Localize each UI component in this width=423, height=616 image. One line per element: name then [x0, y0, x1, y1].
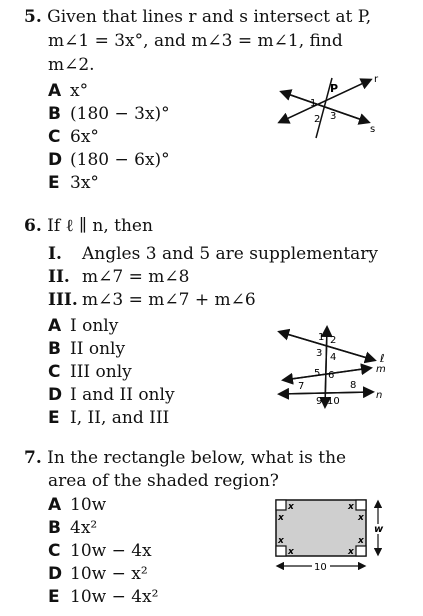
choice-d[interactable]: D I and II only — [48, 385, 175, 405]
label-x: x — [348, 502, 354, 512]
label-x: x — [358, 536, 364, 546]
question-5-line-2: m∠1 = 3x°, and m∠3 = m∠1, find — [48, 31, 343, 51]
angle-10: 10 — [327, 396, 340, 407]
angle-8: 8 — [350, 380, 357, 391]
choice-b[interactable]: B 4x² — [48, 518, 98, 538]
label-x: x — [278, 536, 284, 546]
choice-e[interactable]: E I, II, and III — [48, 408, 170, 428]
choice-text: I only — [70, 316, 119, 336]
choice-c[interactable]: C 10w − 4x — [48, 541, 152, 561]
statement-ii: II. m∠7 = m∠8 — [48, 267, 190, 287]
angle-1: 1 — [318, 332, 325, 343]
question-5-line-1 — [24, 6, 371, 28]
question-stem: Given that lines r and s intersect at P, — [47, 7, 372, 27]
corner-square — [356, 500, 366, 510]
rectangle-figure — [268, 494, 393, 576]
choice-text: 6x° — [70, 127, 99, 147]
choice-c[interactable]: C 6x° — [48, 127, 99, 147]
corner-square — [276, 500, 286, 510]
corner-square — [356, 546, 366, 556]
choice-d[interactable]: D (180 − 6x)° — [48, 150, 170, 170]
label-x: x — [288, 547, 294, 557]
label-r: r — [374, 74, 379, 85]
question-number: 5. — [24, 7, 42, 27]
choice-b[interactable]: B II only — [48, 339, 126, 359]
choice-text: II only — [70, 339, 126, 359]
statement-iii: III. m∠3 = m∠7 + m∠6 — [48, 290, 256, 310]
label-x: x — [288, 502, 294, 512]
statement-i: I. Angles 3 and 5 are supplementary — [48, 244, 379, 264]
choice-text: 4x² — [70, 518, 98, 538]
choice-b[interactable]: B (180 − 3x)° — [48, 104, 170, 124]
question-stem: In the rectangle below, what is the — [47, 448, 347, 468]
question-7-line-1 — [24, 447, 346, 469]
angle-7: 7 — [298, 381, 305, 392]
label-x: x — [348, 547, 354, 557]
intersecting-lines-figure — [270, 72, 390, 142]
choice-text: (180 − 6x)° — [70, 150, 170, 170]
choice-text: I, II, and III — [70, 408, 170, 428]
choice-text: 10w − 4x² — [70, 587, 159, 607]
angle-3: 3 — [316, 348, 323, 359]
choice-text: x° — [70, 81, 89, 101]
choice-e[interactable]: E 3x° — [48, 173, 99, 193]
label-10: 10 — [314, 562, 327, 573]
angle-4: 4 — [330, 352, 337, 363]
choice-d[interactable]: D 10w − x² — [48, 564, 148, 584]
choice-text: 10w − x² — [70, 564, 148, 584]
choice-a[interactable]: A I only — [48, 316, 119, 336]
parallel-lines-figure — [270, 322, 395, 412]
angle-2: 2 — [330, 335, 337, 346]
choice-text: 10w — [70, 495, 107, 515]
question-7-line-2: area of the shaded region? — [48, 471, 279, 491]
choice-text: 10w − 4x — [70, 541, 152, 561]
label-x: x — [358, 513, 364, 523]
choice-a[interactable]: A 10w — [48, 495, 107, 515]
label-x: x — [278, 513, 284, 523]
choice-e[interactable]: E 10w − 4x² — [48, 587, 159, 607]
choice-c[interactable]: C III only — [48, 362, 132, 382]
question-5-line-3: m∠2. — [48, 55, 95, 75]
label-n: n — [376, 390, 383, 401]
label-P: P — [330, 82, 339, 95]
question-6-line-1 — [24, 215, 153, 237]
label-m: m — [376, 364, 386, 375]
choice-a[interactable]: A x° — [48, 81, 89, 101]
label-w: w — [374, 524, 384, 535]
angle-5: 5 — [314, 368, 321, 379]
corner-square — [276, 546, 286, 556]
label-l: ℓ — [380, 352, 385, 365]
choice-text: III only — [70, 362, 132, 382]
angle-3: 3 — [330, 111, 337, 122]
label-s: s — [370, 124, 376, 135]
choice-text: 3x° — [70, 173, 99, 193]
angle-9: 9 — [316, 396, 323, 407]
question-stem: If ℓ ∥ n, then — [47, 216, 153, 236]
angle-6: 6 — [328, 370, 335, 381]
angle-1: 1 — [310, 98, 317, 109]
question-number: 7. — [24, 448, 42, 468]
choice-text: I and II only — [70, 385, 175, 405]
angle-2: 2 — [314, 114, 321, 125]
choice-text: (180 − 3x)° — [70, 104, 170, 124]
question-number: 6. — [24, 216, 42, 236]
